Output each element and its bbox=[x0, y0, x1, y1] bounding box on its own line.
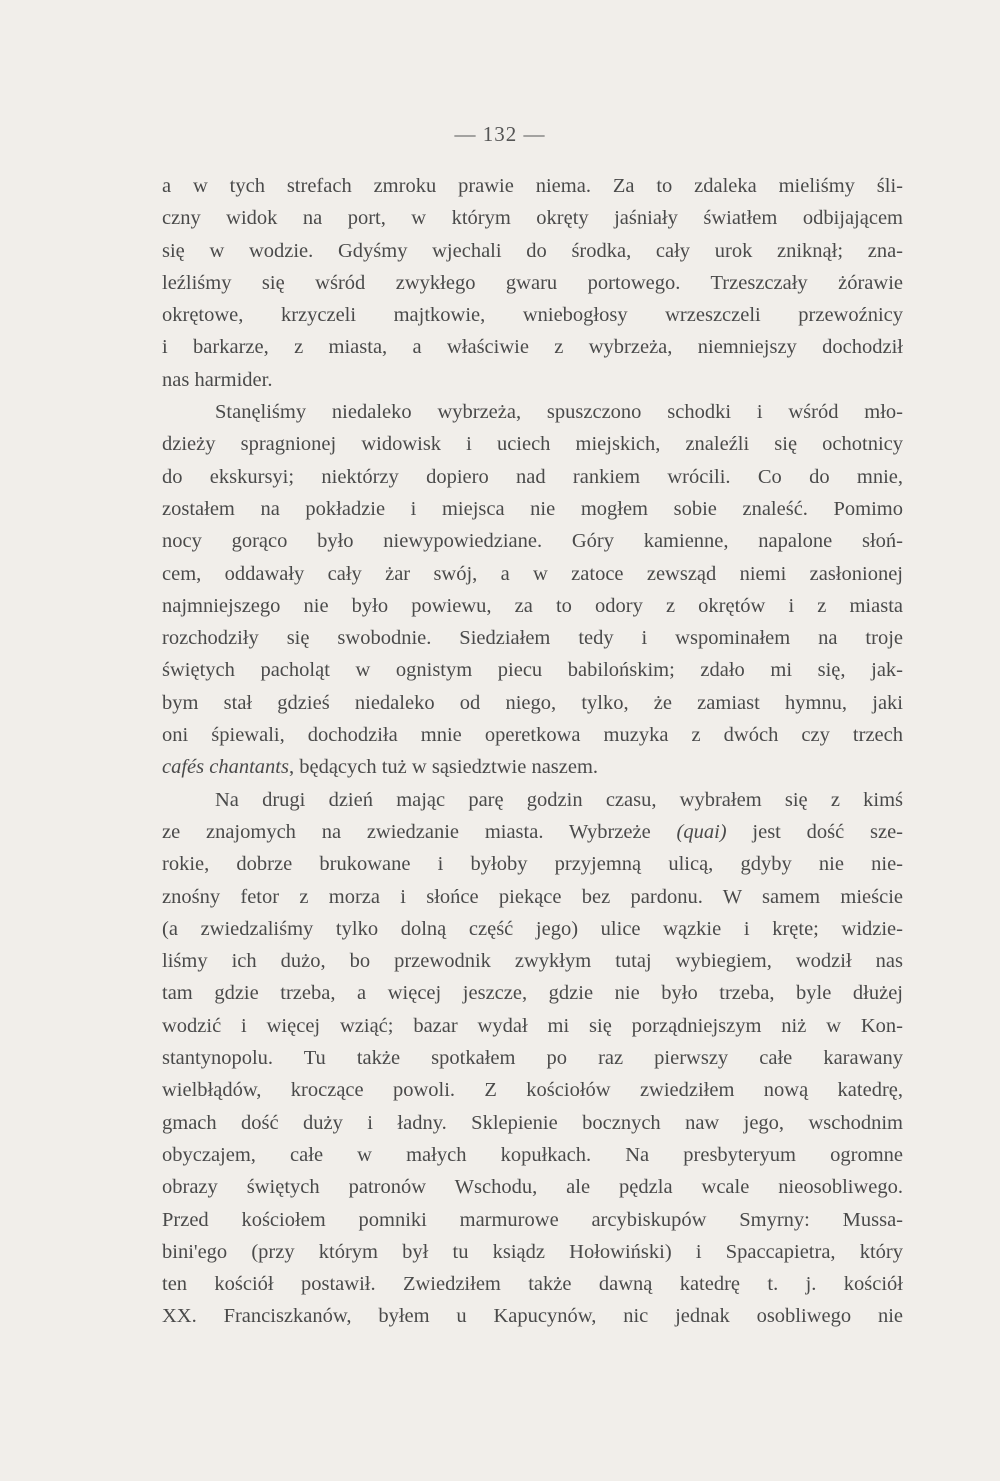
text-line: a w tych strefach zmroku prawie niema. Za to zdaleka mieliśmy śli- bbox=[162, 175, 903, 197]
line-text: , będących tuż w sąsiedztwie naszem. bbox=[288, 756, 599, 779]
text-line: wodzić i więcej wziąć; bazar wydał mi się porządniejszym niż w Kon- bbox=[162, 1014, 903, 1037]
text-line: leźliśmy się wśród zwykłego gwaru portowego. Trzeszczały żórawie bbox=[162, 271, 903, 294]
text-line: wielbłądów, kroczące powoli. Z kościołów zwiedziłem nową katedrę, bbox=[162, 1079, 903, 1102]
text-line: rozchodziły się swobodnie. Siedziałem tedy i wspominałem na troje bbox=[162, 627, 903, 650]
text-line: nas harmider. bbox=[162, 368, 273, 391]
text-line: i barkarze, z miasta, a właściwie z wybrzeża, niemniejszy dochodził bbox=[162, 336, 903, 359]
line-text: jest dość sze- bbox=[726, 820, 903, 843]
text-line: cem, oddawały cały żar swój, a w zatoce zewsząd niemi zasłonionej bbox=[162, 562, 903, 585]
text-line: Przed kościołem pomniki marmurowe arcybiskupów Smyrny: Mussa- bbox=[162, 1208, 903, 1231]
line-text: ze znajomych na zwiedzanie miasta. Wybrzeże bbox=[162, 820, 677, 843]
italic-phrase: cafés chantants bbox=[162, 756, 289, 779]
text-line: liśmy ich dużo, bo przewodnik zwykłym tutaj wybiegiem, wodził nas bbox=[162, 950, 903, 973]
body-text bbox=[162, 170, 903, 1333]
text-line: bini'ego (przy którym był tu ksiądz Hołowiński) i Spaccapietra, który bbox=[162, 1240, 903, 1263]
text-line: do ekskursyi; niektórzy dopiero nad rankiem wrócili. Co do mnie, bbox=[162, 465, 903, 488]
italic-phrase: (quai) bbox=[676, 820, 727, 843]
text-line: rokie, dobrze brukowane i byłoby przyjemną ulicą, gdyby nie nie- bbox=[162, 853, 903, 876]
text-line: okrętowe, krzyczeli majtkowie, wniebogłosy wrzeszczeli przewoźnicy bbox=[162, 304, 903, 327]
text-line: najmniejszego nie było powiewu, za to odory z okrętów i z miasta bbox=[162, 594, 903, 617]
text-line: dzieży spragnionej widowisk i uciech miejskich, znaleźli się ochotnicy bbox=[162, 433, 903, 456]
text-line: czny widok na port, w którym okręty jaśniały światłem odbijającem bbox=[162, 207, 903, 230]
text-line: świętych pacholąt w ognistym piecu babilońskim; zdało mi się, jak- bbox=[162, 659, 903, 682]
text-line: obyczajem, całe w małych kopułkach. Na presbyteryum ogromne bbox=[162, 1143, 903, 1166]
text-line bbox=[162, 751, 903, 783]
text-line: oni śpiewali, dochodziła mnie operetkowa muzyka z dwóch czy trzech bbox=[162, 724, 903, 747]
text-line: Stanęliśmy niedaleko wybrzeża, spuszczono schodki i wśród mło- bbox=[215, 401, 903, 424]
text-line: (a zwiedzaliśmy tylko dolną część jego) ulice wązkie i kręte; widzie- bbox=[162, 917, 903, 940]
text-line: zostałem na pokładzie i miejsca nie mogłem sobie znaleść. Pomimo bbox=[162, 497, 903, 520]
text-line: nocy gorąco było niewypowiedziane. Góry kamienne, napalone słoń- bbox=[162, 530, 903, 553]
text-line: tam gdzie trzeba, a więcej jeszcze, gdzie nie było trzeba, byle dłużej bbox=[162, 982, 903, 1005]
text-line: obrazy świętych patronów Wschodu, ale pędzla wcale nieosobliwego. bbox=[162, 1176, 903, 1199]
text-line: XX. Franciszkanów, byłem u Kapucynów, nic jednak osobliwego nie bbox=[162, 1305, 903, 1328]
text-line: znośny fetor z morza i słońce piekące bez pardonu. W samem mieście bbox=[162, 885, 903, 908]
text-line: bym stał gdzieś niedaleko od niego, tylko, że zamiast hymnu, jaki bbox=[162, 691, 903, 714]
text-line: ten kościół postawił. Zwiedziłem także dawną katedrę t. j. kościół bbox=[162, 1273, 903, 1296]
text-line: się w wodzie. Gdyśmy wjechali do środka, cały urok zniknął; zna- bbox=[162, 239, 903, 262]
text-line: gmach dość duży i ładny. Sklepienie bocznych naw jego, wschodnim bbox=[162, 1111, 903, 1134]
text-line bbox=[162, 816, 903, 848]
text-line: stantynopolu. Tu także spotkałem po raz pierwszy całe karawany bbox=[162, 1047, 903, 1070]
text-line: Na drugi dzień mając parę godzin czasu, wybrałem się z kimś bbox=[215, 788, 903, 811]
page-number: — 132 — bbox=[454, 122, 546, 146]
